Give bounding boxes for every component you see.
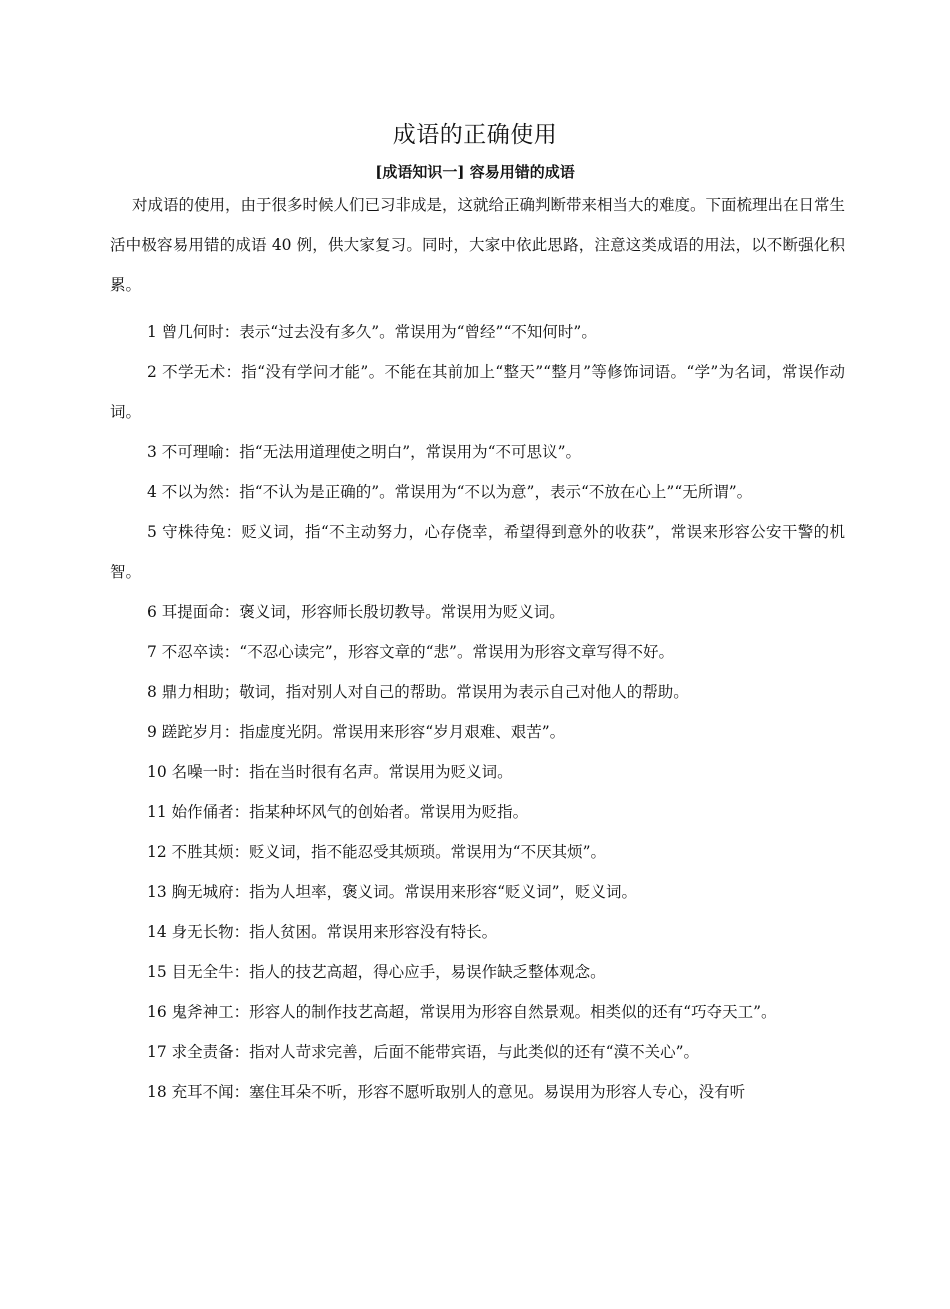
idiom-entry: 3 不可理喻：指“无法用道理使之明白”，常误用为“不可思议”。 — [147, 443, 581, 461]
idiom-entry: 9 蹉跎岁月：指虚度光阴。常误用来形容“岁月艰难、艰苦”。 — [147, 723, 566, 741]
idiom-entry: 4 不以为然：指“不认为是正确的”。常误用为“不以为意”，表示“不放在心上”“无所谓”。 — [147, 483, 753, 501]
idiom-entry: 15 目无全牛：指人的技艺高超，得心应手，易误作缺乏整体观念。 — [147, 963, 606, 981]
section-heading: [成语知识一] 容易用错的成语 — [375, 163, 575, 181]
idiom-entry: 8 鼎力相助；敬词，指对别人对自己的帮助。常误用为表示自己对他人的帮助。 — [147, 683, 689, 701]
idiom-list — [110, 312, 845, 1112]
idiom-entry: 2 不学无术：指“没有学问才能”。不能在其前加上“整天”“整月”等修饰词语。“学”为名词，常误作动词。 — [110, 363, 845, 421]
idiom-entry: 5 守株待兔：贬义词，指“不主动努力，心存侥幸，希望得到意外的收获”，常误来形容公安干警的机智。 — [110, 523, 845, 581]
idiom-entry: 18 充耳不闻：塞住耳朵不听，形容不愿听取别人的意见。易误用为形容人专心，没有听 — [147, 1083, 746, 1101]
idiom-entry: 14 身无长物：指人贫困。常误用来形容没有特长。 — [147, 923, 498, 941]
idiom-entry: 13 胸无城府：指为人坦率，褒义词。常误用来形容“贬义词”，贬义词。 — [147, 883, 638, 901]
idiom-entry: 10 名噪一时：指在当时很有名声。常误用为贬义词。 — [147, 763, 513, 781]
idiom-entry: 12 不胜其烦：贬义词，指不能忍受其烦琐。常误用为“不厌其烦”。 — [147, 843, 607, 861]
idiom-entry: 6 耳提面命：褒义词，形容师长殷切教导。常误用为贬义词。 — [147, 603, 565, 621]
idiom-entry: 11 始作俑者：指某种坏风气的创始者。常误用为贬指。 — [147, 803, 529, 821]
intro-paragraph: 对成语的使用，由于很多时候人们已习非成是，这就给正确判断带来相当大的难度。下面梳理出在日常生活中极容易用错的成语 40 例，供大家复习。同时，大家中依此思路，注意这类成语的用法，以不断强化积累。 — [110, 196, 846, 294]
document-title: 成语的正确使用 — [392, 122, 558, 148]
idiom-entry: 7 不忍卒读：“不忍心读完”，形容文章的“悲”。常误用为形容文章写得不好。 — [147, 643, 674, 661]
idiom-entry: 16 鬼斧神工：形容人的制作技艺高超，常误用为形容自然景观。相类似的还有“巧夺天工”。 — [147, 1003, 777, 1021]
idiom-entry: 1 曾几何时：表示“过去没有多久”。常误用为“曾经”“不知何时”。 — [147, 323, 597, 341]
idiom-entry: 17 求全责备：指对人苛求完善，后面不能带宾语，与此类似的还有“漠不关心”。 — [147, 1043, 700, 1061]
